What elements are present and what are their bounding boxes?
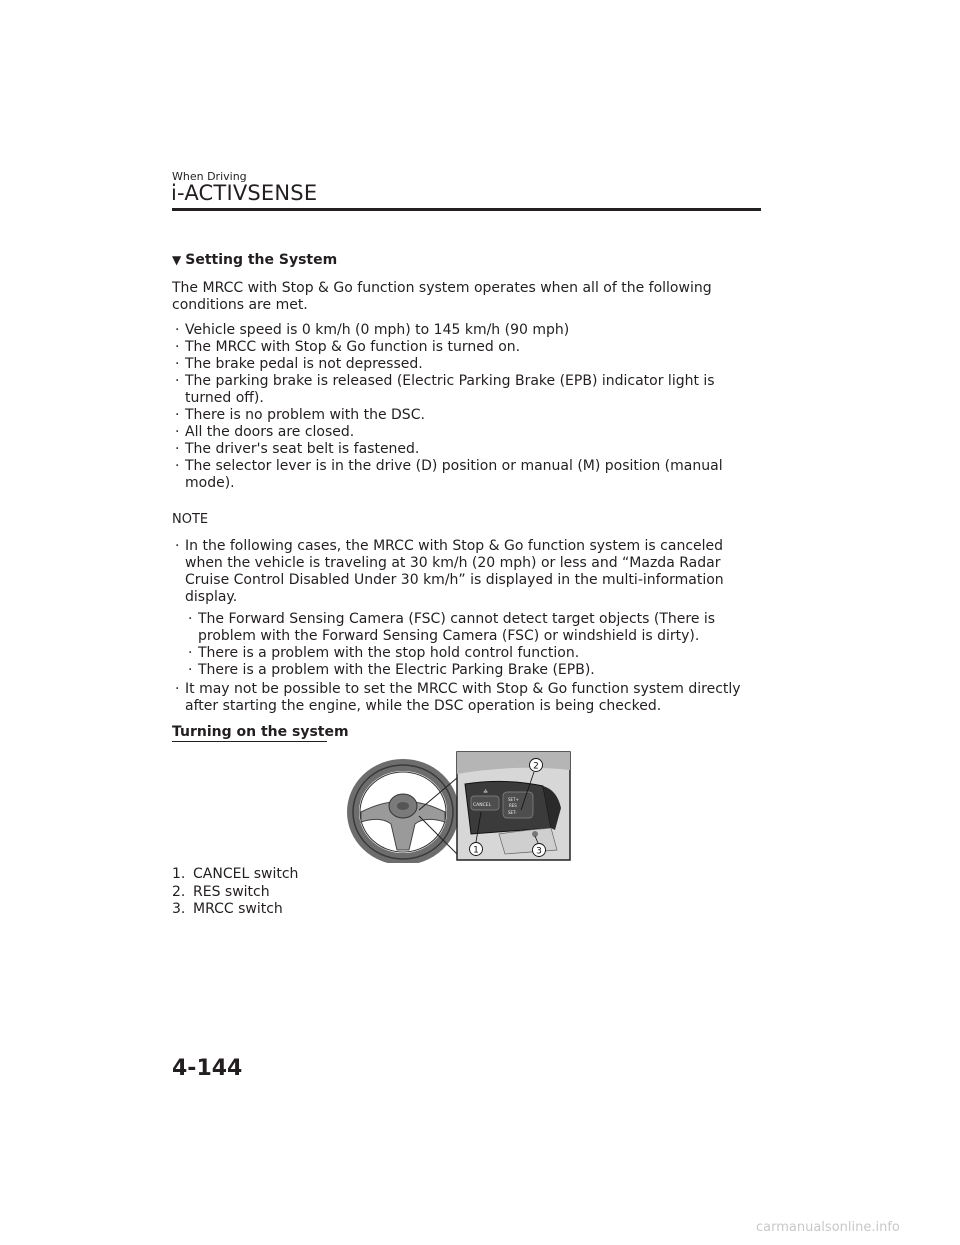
list-item: [172, 458, 762, 492]
list-item: [185, 611, 755, 645]
list-item: [172, 339, 762, 356]
callout-3: 3: [536, 846, 542, 857]
list-item: [172, 407, 762, 424]
list-item: [172, 884, 298, 902]
callout-1: 1: [473, 845, 479, 856]
bullet-dot-icon: ·: [175, 373, 180, 389]
page-number: 4-144: [172, 1056, 243, 1081]
bullet-dot-icon: ·: [175, 407, 180, 423]
list-item: [172, 901, 298, 919]
list-item-text: The driver's seat belt is fastened.: [185, 441, 420, 457]
steering-wheel-switch-figure: [345, 750, 573, 863]
note-list: [172, 538, 762, 606]
list-item-text: All the doors are closed.: [185, 424, 355, 440]
turning-on-heading-underline: [172, 741, 327, 742]
list-item-text: Vehicle speed is 0 km/h (0 mph) to 145 km/h (90 mph): [185, 322, 570, 338]
bullet-dot-icon: ·: [188, 645, 193, 661]
legend-number: 1.: [172, 866, 186, 882]
conditions-list: [172, 322, 762, 492]
note-sublist: [185, 611, 755, 679]
legend-text: CANCEL switch: [193, 866, 299, 882]
bullet-dot-icon: ·: [175, 538, 180, 554]
note-list-2: [172, 681, 762, 715]
steering-wheel-illustration: [353, 765, 457, 859]
res-label: RES: [509, 803, 517, 808]
callout-2: 2: [533, 761, 539, 772]
bullet-dot-icon: ·: [175, 339, 180, 355]
set-minus-label: SET-: [508, 810, 517, 815]
turning-on-heading: Turning on the system: [172, 724, 349, 740]
list-item-text: The brake pedal is not depressed.: [185, 356, 423, 372]
distance-icon: ≙: [483, 789, 489, 796]
list-item: [185, 662, 755, 679]
list-item-text: It may not be possible to set the MRCC with Stop & Go function system directly after starting the engine, while the DSC operation is being checked.: [185, 681, 741, 714]
list-item: [172, 356, 762, 373]
bullet-dot-icon: ·: [188, 611, 193, 627]
list-item-text: The selector lever is in the drive (D) position or manual (M) position (manual mode).: [185, 458, 723, 491]
list-item-text: There is no problem with the DSC.: [185, 407, 425, 423]
list-item: [172, 373, 762, 407]
bullet-dot-icon: ·: [175, 356, 180, 372]
intro-paragraph: The MRCC with Stop & Go function system operates when all of the following conditions are met.: [172, 280, 712, 313]
section-title: [172, 252, 337, 268]
legend-number: 2.: [172, 883, 186, 900]
watermark: carmanualsonline.info: [756, 1220, 900, 1235]
collapse-triangle-icon: ▼: [172, 253, 182, 267]
list-item: [172, 538, 762, 606]
list-item-text: There is a problem with the stop hold control function.: [198, 645, 580, 661]
list-item-text: In the following cases, the MRCC with Stop & Go function system is canceled when the vehicle is traveling at 30 km/h (20 mph) or less and “Mazda Radar Cruise Control Disabled Under 30 km/h” is displayed in the multi-information display.: [185, 538, 724, 605]
list-item-text: The Forward Sensing Camera (FSC) cannot detect target objects (There is problem with the Forward Sensing Camera (FSC) or windshield is dirty).: [198, 611, 716, 644]
list-item: [172, 441, 762, 458]
list-item-text: The parking brake is released (Electric Parking Brake (EPB) indicator light is turned off).: [185, 373, 715, 406]
switch-closeup-inset: [457, 752, 570, 860]
list-item-text: There is a problem with the Electric Parking Brake (EPB).: [198, 662, 595, 678]
legend-text: MRCC switch: [193, 901, 283, 917]
list-item: [172, 424, 762, 441]
bullet-dot-icon: ·: [188, 662, 193, 678]
list-item: [172, 322, 762, 339]
bullet-dot-icon: ·: [175, 424, 180, 440]
bullet-dot-icon: ·: [175, 441, 180, 457]
list-item: [172, 681, 762, 715]
section-title-text: Setting the System: [185, 252, 338, 268]
list-item: [172, 866, 298, 884]
header-rule: [172, 208, 761, 211]
set-plus-label: SET+: [508, 797, 519, 802]
figure-legend: [172, 866, 298, 919]
header-title: i-ACTIVSENSE: [171, 181, 318, 205]
header-section-label: When Driving: [172, 170, 247, 183]
bullet-dot-icon: ·: [175, 458, 180, 474]
legend-text: RES switch: [193, 883, 270, 900]
bullet-dot-icon: ·: [175, 681, 180, 697]
legend-number: 3.: [172, 901, 186, 917]
cancel-switch-label: CANCEL: [473, 803, 492, 808]
bullet-dot-icon: ·: [175, 322, 180, 338]
note-label: NOTE: [172, 512, 209, 527]
list-item-text: The MRCC with Stop & Go function is turned on.: [185, 339, 521, 355]
list-item: [185, 645, 755, 662]
